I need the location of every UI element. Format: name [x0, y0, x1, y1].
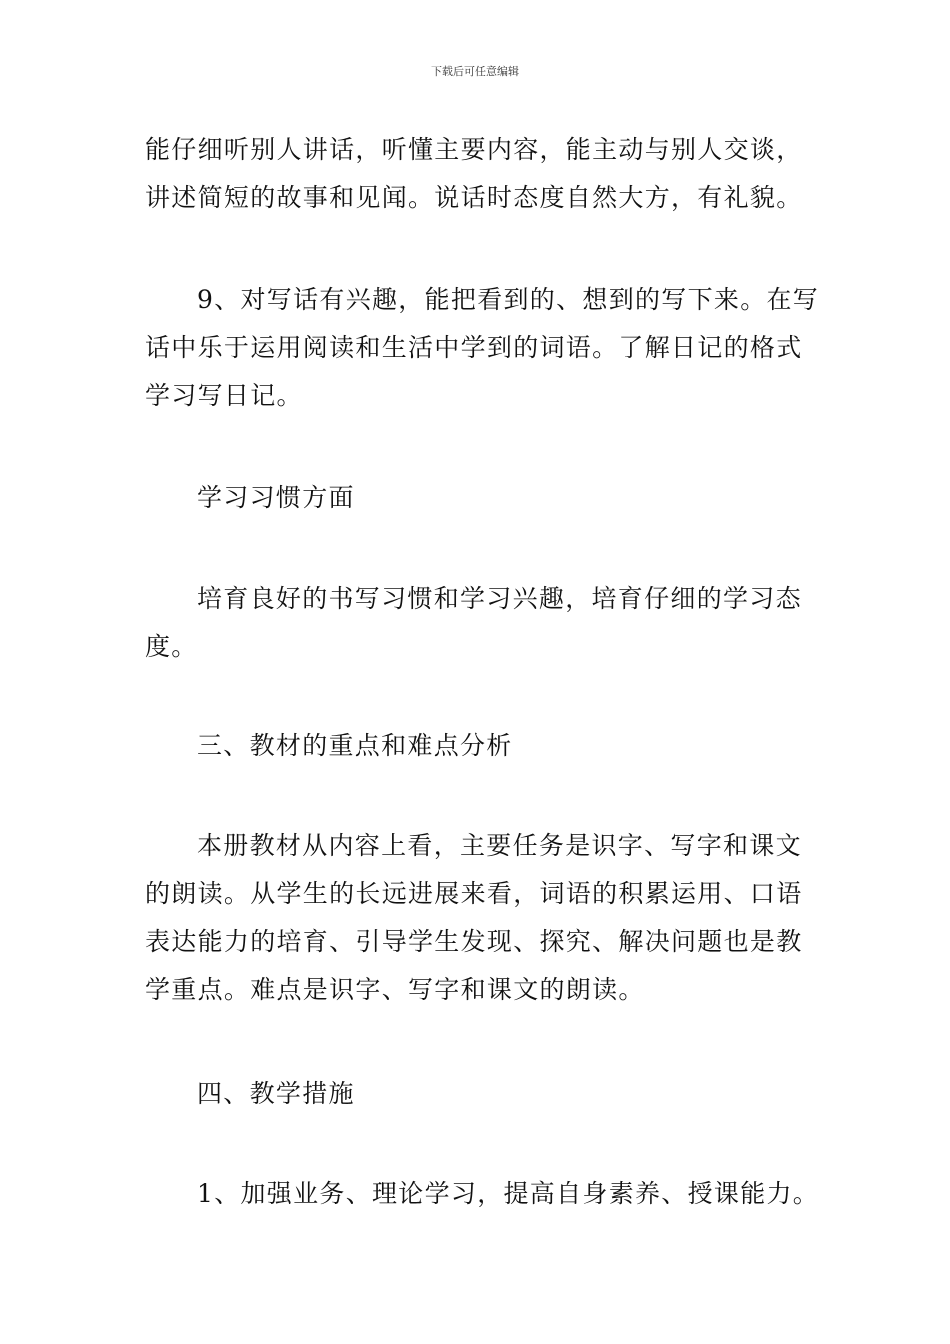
- section-heading-key-points: [145, 722, 813, 770]
- text-line: 讲述简短的故事和见闻。说话时态度自然大方，有礼貌。: [145, 183, 803, 212]
- text-line: 能仔细听别人讲话，听懂主要内容，能主动与别人交谈，: [145, 135, 803, 164]
- paragraph-study-habits: [145, 575, 813, 671]
- paragraph-measure-1: [145, 1170, 820, 1218]
- text-line: 1、加强业务、理论学习，提高自身素养、授课能力。: [197, 1179, 820, 1208]
- text-line: 的朗读。从学生的长远进展来看，词语的积累运用、口语: [145, 879, 803, 908]
- text-line: 学习习惯方面: [197, 483, 355, 512]
- text-line: 9、对写话有兴趣，能把看到的、想到的写下来。在写: [197, 285, 820, 314]
- text-line: 本册教材从内容上看，主要任务是识字、写字和课文: [197, 831, 802, 860]
- paragraph-writing-item-9: [145, 276, 820, 420]
- section-heading-teaching-measures: [145, 1070, 813, 1118]
- text-line: 学习写日记。: [145, 381, 303, 410]
- text-line: 学重点。难点是识字、写字和课文的朗读。: [145, 975, 645, 1004]
- section-heading-study-habits: [145, 474, 813, 522]
- text-line: 表达能力的培育、引导学生发现、探究、解决问题也是教: [145, 927, 803, 956]
- paragraph-listening-speaking: [145, 126, 813, 222]
- text-line: 四、教学措施: [197, 1079, 355, 1108]
- text-line: 话中乐于运用阅读和生活中学到的词语。了解日记的格式: [145, 333, 803, 362]
- paragraph-key-points: [145, 822, 813, 1014]
- page-header: 下载后可任意编辑: [431, 65, 519, 78]
- text-line: 培育良好的书写习惯和学习兴趣，培育仔细的学习态: [197, 584, 802, 613]
- text-line: 三、教材的重点和难点分析: [197, 731, 513, 760]
- text-line: 度。: [145, 632, 198, 661]
